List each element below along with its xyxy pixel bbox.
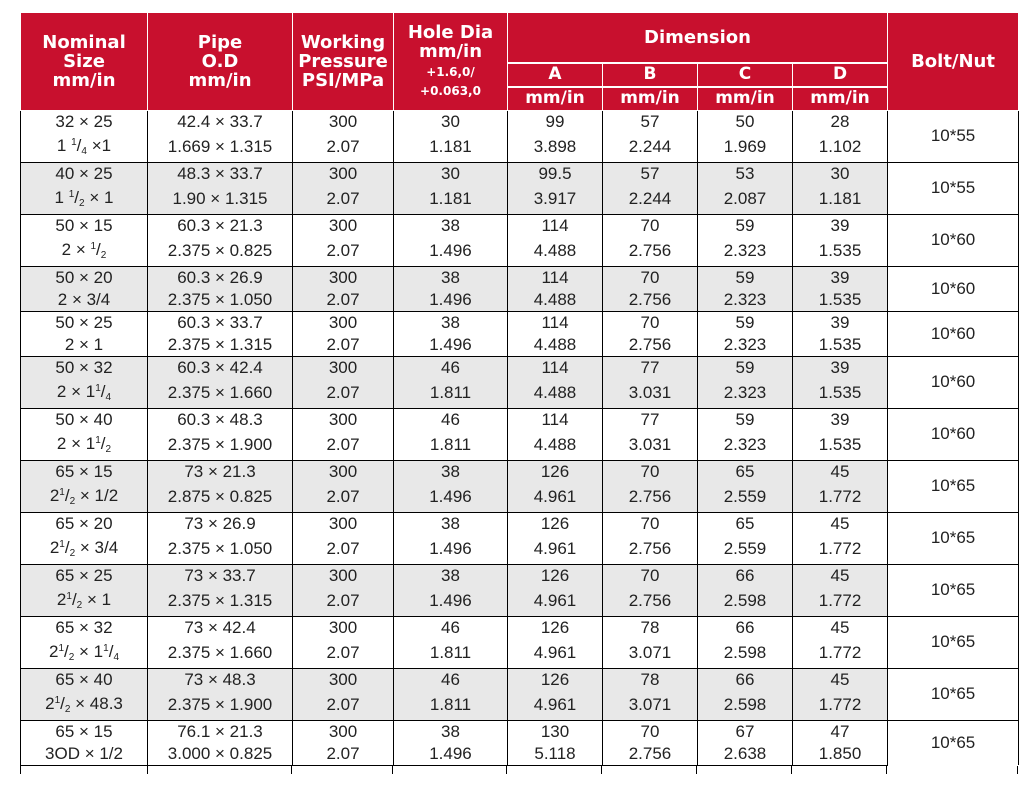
pressure-cell: 2.07 xyxy=(293,185,394,215)
hole-dia-cell: 46 xyxy=(394,356,508,379)
header-pipe-od: Pipe O.D mm/in xyxy=(148,13,293,111)
table-header xyxy=(21,13,1019,111)
pressure-cell: 2.07 xyxy=(293,587,394,617)
table-row xyxy=(21,460,1019,483)
table-row xyxy=(21,431,1019,461)
dim-a-cell: 130 xyxy=(508,720,603,743)
pressure-cell: 2.07 xyxy=(293,431,394,461)
spec-table-container xyxy=(20,12,1018,774)
dim-d-cell: 1.535 xyxy=(793,431,888,461)
hole-dia-cell: 38 xyxy=(394,512,508,535)
table-row xyxy=(21,185,1019,215)
nominal-size-cell: $2^1/_2 \times 48.3$ xyxy=(21,691,148,721)
dim-c-cell: 65 xyxy=(698,460,793,483)
dim-c-cell: 2.598 xyxy=(698,587,793,617)
nominal-size-cell: 50 × 20 xyxy=(21,266,148,289)
dim-c-cell: 2.087 xyxy=(698,185,793,215)
header-dimension: Dimension xyxy=(508,13,888,63)
dim-c-cell: 2.323 xyxy=(698,431,793,461)
dim-b-cell: 3.031 xyxy=(603,379,698,409)
pipe-od-cell: 60.3 × 33.7 xyxy=(148,311,293,334)
hole-dia-cell: 38 xyxy=(394,266,508,289)
hole-dia-cell: 38 xyxy=(394,460,508,483)
dim-a-cell: 126 xyxy=(508,564,603,587)
dim-c-cell: 2.559 xyxy=(698,535,793,565)
nominal-size-cell: 40 × 25 xyxy=(21,162,148,185)
dim-b-cell: 70 xyxy=(603,512,698,535)
pressure-cell: 2.07 xyxy=(293,133,394,163)
pipe-od-cell: 3.000 × 0.825 xyxy=(148,743,293,766)
dim-b-cell: 2.756 xyxy=(603,535,698,565)
dim-b-cell: 2.756 xyxy=(603,743,698,766)
table-row xyxy=(21,639,1019,669)
dim-d-cell: 1.535 xyxy=(793,289,888,312)
dim-d-cell: 45 xyxy=(793,512,888,535)
dim-c-cell: 67 xyxy=(698,720,793,743)
dim-c-cell: 66 xyxy=(698,616,793,639)
dim-b-cell: 78 xyxy=(603,616,698,639)
bolt-nut-cell: 10*60 xyxy=(888,356,1019,408)
hole-dia-cell: 38 xyxy=(394,720,508,743)
dim-b-cell: 70 xyxy=(603,311,698,334)
nominal-size-cell: 50 × 32 xyxy=(21,356,148,379)
hole-dia-cell: 1.181 xyxy=(394,185,508,215)
pressure-cell: 2.07 xyxy=(293,743,394,766)
flange-spec-table xyxy=(20,12,1019,766)
dim-d-cell: 47 xyxy=(793,720,888,743)
bolt-nut-cell: 10*65 xyxy=(888,668,1019,720)
nominal-size-cell: 2 × 1 xyxy=(21,334,148,357)
nominal-size-cell: $2^1/_2 \times 3/4$ xyxy=(21,535,148,565)
nominal-size-cell: 50 × 15 xyxy=(21,214,148,237)
table-row xyxy=(21,743,1019,766)
dim-d-cell: 28 xyxy=(793,110,888,133)
dim-b-cell: 78 xyxy=(603,668,698,691)
table-row xyxy=(21,266,1019,289)
table-row xyxy=(21,616,1019,639)
table-continuation xyxy=(20,766,1018,774)
pressure-cell: 300 xyxy=(293,110,394,133)
header-dim-b: B xyxy=(603,63,698,87)
dim-b-cell: 2.756 xyxy=(603,483,698,513)
dim-d-cell: 39 xyxy=(793,214,888,237)
table-row xyxy=(21,237,1019,267)
table-row xyxy=(21,311,1019,334)
hole-dia-cell: 1.811 xyxy=(394,691,508,721)
dim-c-cell: 2.638 xyxy=(698,743,793,766)
hole-dia-cell: 38 xyxy=(394,564,508,587)
pressure-cell: 300 xyxy=(293,214,394,237)
dim-d-cell: 39 xyxy=(793,356,888,379)
table-row xyxy=(21,564,1019,587)
bolt-nut-cell: 10*60 xyxy=(888,311,1019,356)
dim-b-cell: 57 xyxy=(603,162,698,185)
hole-dia-cell: 1.496 xyxy=(394,743,508,766)
nominal-size-cell: 3OD × 1/2 xyxy=(21,743,148,766)
dim-c-cell: 2.323 xyxy=(698,379,793,409)
dim-d-cell: 1.772 xyxy=(793,587,888,617)
hole-dia-cell: 1.811 xyxy=(394,379,508,409)
dim-d-cell: 39 xyxy=(793,266,888,289)
pipe-od-cell: 60.3 × 21.3 xyxy=(148,214,293,237)
pressure-cell: 300 xyxy=(293,720,394,743)
dim-d-cell: 1.535 xyxy=(793,237,888,267)
dim-a-cell: 3.898 xyxy=(508,133,603,163)
dim-d-cell: 39 xyxy=(793,311,888,334)
header-dim-a-unit: mm/in xyxy=(508,87,603,111)
dim-c-cell: 59 xyxy=(698,266,793,289)
nominal-size-cell: $2^1/_2 \times 1/2$ xyxy=(21,483,148,513)
pipe-od-cell: 2.375 × 1.315 xyxy=(148,334,293,357)
dim-a-cell: 99.5 xyxy=(508,162,603,185)
bolt-nut-cell: 10*65 xyxy=(888,512,1019,564)
hole-dia-cell: 1.496 xyxy=(394,289,508,312)
dim-a-cell: 114 xyxy=(508,356,603,379)
dim-b-cell: 3.031 xyxy=(603,431,698,461)
pressure-cell: 2.07 xyxy=(293,334,394,357)
pipe-od-cell: 60.3 × 48.3 xyxy=(148,408,293,431)
dim-d-cell: 1.772 xyxy=(793,535,888,565)
pressure-cell: 2.07 xyxy=(293,691,394,721)
dim-a-cell: 4.961 xyxy=(508,535,603,565)
table-row xyxy=(21,162,1019,185)
pressure-cell: 300 xyxy=(293,311,394,334)
dim-d-cell: 30 xyxy=(793,162,888,185)
table-row xyxy=(21,691,1019,721)
dim-b-cell: 2.756 xyxy=(603,334,698,357)
table-row xyxy=(21,214,1019,237)
hole-dia-cell: 1.811 xyxy=(394,431,508,461)
dim-d-cell: 1.850 xyxy=(793,743,888,766)
pipe-od-cell: 2.375 × 1.050 xyxy=(148,289,293,312)
pressure-cell: 300 xyxy=(293,668,394,691)
pressure-cell: 300 xyxy=(293,356,394,379)
nominal-size-cell: $2^1/_2 \times 1$ xyxy=(21,587,148,617)
nominal-size-cell: 2 × 3/4 xyxy=(21,289,148,312)
nominal-size-cell: 50 × 25 xyxy=(21,311,148,334)
pressure-cell: 2.07 xyxy=(293,535,394,565)
pipe-od-cell: 2.375 × 1.660 xyxy=(148,639,293,669)
dim-c-cell: 2.323 xyxy=(698,334,793,357)
pipe-od-cell: 2.375 × 1.900 xyxy=(148,691,293,721)
dim-a-cell: 126 xyxy=(508,668,603,691)
pipe-od-cell: 42.4 × 33.7 xyxy=(148,110,293,133)
dim-d-cell: 45 xyxy=(793,668,888,691)
table-row xyxy=(21,133,1019,163)
pipe-od-cell: 1.90 × 1.315 xyxy=(148,185,293,215)
dim-c-cell: 50 xyxy=(698,110,793,133)
dim-d-cell: 45 xyxy=(793,460,888,483)
bolt-nut-cell: 10*65 xyxy=(888,460,1019,512)
dim-c-cell: 1.969 xyxy=(698,133,793,163)
pipe-od-cell: 73 × 33.7 xyxy=(148,564,293,587)
dim-a-cell: 4.488 xyxy=(508,431,603,461)
dim-a-cell: 99 xyxy=(508,110,603,133)
dim-d-cell: 1.535 xyxy=(793,334,888,357)
dim-c-cell: 66 xyxy=(698,668,793,691)
dim-d-cell: 1.535 xyxy=(793,379,888,409)
dim-b-cell: 2.244 xyxy=(603,133,698,163)
header-dim-d: D xyxy=(793,63,888,87)
nominal-size-cell: 1 $^1/_2 \times 1$ xyxy=(21,185,148,215)
dim-d-cell: 1.102 xyxy=(793,133,888,163)
hole-dia-cell: 1.181 xyxy=(394,133,508,163)
pressure-cell: 300 xyxy=(293,512,394,535)
dim-d-cell: 1.772 xyxy=(793,691,888,721)
bolt-nut-cell: 10*55 xyxy=(888,110,1019,162)
hole-dia-cell: 1.496 xyxy=(394,334,508,357)
dim-a-cell: 4.488 xyxy=(508,379,603,409)
header-dim-d-unit: mm/in xyxy=(793,87,888,111)
pipe-od-cell: 73 × 42.4 xyxy=(148,616,293,639)
hole-dia-cell: 30 xyxy=(394,162,508,185)
hole-dia-cell: 1.496 xyxy=(394,237,508,267)
hole-dia-cell: 46 xyxy=(394,616,508,639)
dim-a-cell: 126 xyxy=(508,512,603,535)
pipe-od-cell: 2.375 × 1.660 xyxy=(148,379,293,409)
pressure-cell: 2.07 xyxy=(293,639,394,669)
nominal-size-cell: 65 × 15 xyxy=(21,720,148,743)
dim-c-cell: 2.323 xyxy=(698,289,793,312)
dim-a-cell: 4.961 xyxy=(508,639,603,669)
hole-dia-cell: 1.496 xyxy=(394,587,508,617)
nominal-size-cell: 65 × 25 xyxy=(21,564,148,587)
dim-d-cell: 39 xyxy=(793,408,888,431)
pipe-od-cell: 73 × 26.9 xyxy=(148,512,293,535)
pressure-cell: 2.07 xyxy=(293,237,394,267)
pipe-od-cell: 73 × 21.3 xyxy=(148,460,293,483)
header-dim-a: A xyxy=(508,63,603,87)
pipe-od-cell: 2.375 × 0.825 xyxy=(148,237,293,267)
table-row xyxy=(21,512,1019,535)
hole-dia-cell: 38 xyxy=(394,214,508,237)
dim-a-cell: 4.488 xyxy=(508,237,603,267)
dim-c-cell: 53 xyxy=(698,162,793,185)
dim-b-cell: 77 xyxy=(603,356,698,379)
dim-a-cell: 114 xyxy=(508,408,603,431)
pressure-cell: 300 xyxy=(293,162,394,185)
header-nominal-size: Nominal Size mm/in xyxy=(21,13,148,111)
table-row xyxy=(21,289,1019,312)
nominal-size-cell: 1 $^1/_4 \times 1$ xyxy=(21,133,148,163)
pipe-od-cell: 76.1 × 21.3 xyxy=(148,720,293,743)
header-bolt-nut: Bolt/Nut xyxy=(888,13,1019,111)
dim-a-cell: 4.961 xyxy=(508,587,603,617)
dim-a-cell: 126 xyxy=(508,616,603,639)
nominal-size-cell: 65 × 32 xyxy=(21,616,148,639)
header-dim-c: C xyxy=(698,63,793,87)
bolt-nut-cell: 10*65 xyxy=(888,720,1019,765)
nominal-size-cell: 65 × 20 xyxy=(21,512,148,535)
dim-a-cell: 114 xyxy=(508,214,603,237)
hole-dia-cell: 46 xyxy=(394,668,508,691)
pressure-cell: 2.07 xyxy=(293,483,394,513)
dim-a-cell: 4.961 xyxy=(508,691,603,721)
header-dim-b-unit: mm/in xyxy=(603,87,698,111)
nominal-size-cell: $2 \times 1^1/_4$ xyxy=(21,379,148,409)
dim-b-cell: 2.756 xyxy=(603,587,698,617)
nominal-size-cell: 65 × 40 xyxy=(21,668,148,691)
pressure-cell: 300 xyxy=(293,564,394,587)
pressure-cell: 300 xyxy=(293,266,394,289)
dim-d-cell: 1.772 xyxy=(793,483,888,513)
table-row xyxy=(21,720,1019,743)
dim-b-cell: 77 xyxy=(603,408,698,431)
hole-dia-cell: 1.811 xyxy=(394,639,508,669)
dim-c-cell: 2.598 xyxy=(698,691,793,721)
header-dim-c-unit: mm/in xyxy=(698,87,793,111)
dim-d-cell: 1.772 xyxy=(793,639,888,669)
table-row xyxy=(21,356,1019,379)
hole-dia-cell: 30 xyxy=(394,110,508,133)
pipe-od-cell: 48.3 × 33.7 xyxy=(148,162,293,185)
table-row xyxy=(21,587,1019,617)
pipe-od-cell: 60.3 × 26.9 xyxy=(148,266,293,289)
table-row xyxy=(21,379,1019,409)
dim-b-cell: 3.071 xyxy=(603,639,698,669)
dim-b-cell: 70 xyxy=(603,720,698,743)
table-row xyxy=(21,110,1019,133)
dim-b-cell: 70 xyxy=(603,266,698,289)
pipe-od-cell: 1.669 × 1.315 xyxy=(148,133,293,163)
dim-b-cell: 70 xyxy=(603,214,698,237)
dim-c-cell: 2.323 xyxy=(698,237,793,267)
dim-b-cell: 70 xyxy=(603,460,698,483)
dim-b-cell: 70 xyxy=(603,564,698,587)
pipe-od-cell: 2.375 × 1.900 xyxy=(148,431,293,461)
nominal-size-cell: $2 \times ^1/_2$ xyxy=(21,237,148,267)
dim-a-cell: 5.118 xyxy=(508,743,603,766)
dim-d-cell: 1.181 xyxy=(793,185,888,215)
pressure-cell: 300 xyxy=(293,408,394,431)
dim-a-cell: 4.488 xyxy=(508,334,603,357)
nominal-size-cell: 50 × 40 xyxy=(21,408,148,431)
dim-b-cell: 3.071 xyxy=(603,691,698,721)
header-working-pressure: Working Pressure PSI/MPa xyxy=(293,13,394,111)
dim-c-cell: 2.598 xyxy=(698,639,793,669)
table-body xyxy=(21,110,1019,765)
nominal-size-cell: $2^1/_2 \times 1^1/_4$ xyxy=(21,639,148,669)
dim-a-cell: 114 xyxy=(508,311,603,334)
dim-b-cell: 2.756 xyxy=(603,289,698,312)
bolt-nut-cell: 10*60 xyxy=(888,214,1019,266)
header-hole-dia: Hole Dia mm/in +1.6,0/ +0.063,0 xyxy=(394,13,508,111)
pressure-cell: 2.07 xyxy=(293,379,394,409)
table-row xyxy=(21,408,1019,431)
nominal-size-cell: 65 × 15 xyxy=(21,460,148,483)
table-row xyxy=(21,483,1019,513)
table-row xyxy=(21,535,1019,565)
pressure-cell: 2.07 xyxy=(293,289,394,312)
pipe-od-cell: 73 × 48.3 xyxy=(148,668,293,691)
pipe-od-cell: 2.375 × 1.315 xyxy=(148,587,293,617)
dim-d-cell: 45 xyxy=(793,616,888,639)
bolt-nut-cell: 10*55 xyxy=(888,162,1019,214)
dim-c-cell: 65 xyxy=(698,512,793,535)
bolt-nut-cell: 10*65 xyxy=(888,616,1019,668)
hole-dia-cell: 1.496 xyxy=(394,535,508,565)
dim-d-cell: 45 xyxy=(793,564,888,587)
dim-b-cell: 57 xyxy=(603,110,698,133)
hole-dia-cell: 38 xyxy=(394,311,508,334)
bolt-nut-cell: 10*60 xyxy=(888,408,1019,460)
pipe-od-cell: 2.875 × 0.825 xyxy=(148,483,293,513)
dim-a-cell: 114 xyxy=(508,266,603,289)
nominal-size-cell: 32 × 25 xyxy=(21,110,148,133)
dim-b-cell: 2.244 xyxy=(603,185,698,215)
hole-dia-cell: 46 xyxy=(394,408,508,431)
nominal-size-cell: $2 \times 1^1/_2$ xyxy=(21,431,148,461)
dim-c-cell: 59 xyxy=(698,408,793,431)
pipe-od-cell: 2.375 × 1.050 xyxy=(148,535,293,565)
dim-a-cell: 4.488 xyxy=(508,289,603,312)
pipe-od-cell: 60.3 × 42.4 xyxy=(148,356,293,379)
dim-a-cell: 4.961 xyxy=(508,483,603,513)
table-row xyxy=(21,668,1019,691)
dim-c-cell: 2.559 xyxy=(698,483,793,513)
dim-a-cell: 126 xyxy=(508,460,603,483)
hole-dia-cell: 1.496 xyxy=(394,483,508,513)
table-row xyxy=(21,334,1019,357)
pressure-cell: 300 xyxy=(293,616,394,639)
dim-a-cell: 3.917 xyxy=(508,185,603,215)
dim-c-cell: 59 xyxy=(698,214,793,237)
bolt-nut-cell: 10*65 xyxy=(888,564,1019,616)
dim-c-cell: 59 xyxy=(698,311,793,334)
bolt-nut-cell: 10*60 xyxy=(888,266,1019,311)
dim-c-cell: 66 xyxy=(698,564,793,587)
pressure-cell: 300 xyxy=(293,460,394,483)
dim-c-cell: 59 xyxy=(698,356,793,379)
dim-b-cell: 2.756 xyxy=(603,237,698,267)
